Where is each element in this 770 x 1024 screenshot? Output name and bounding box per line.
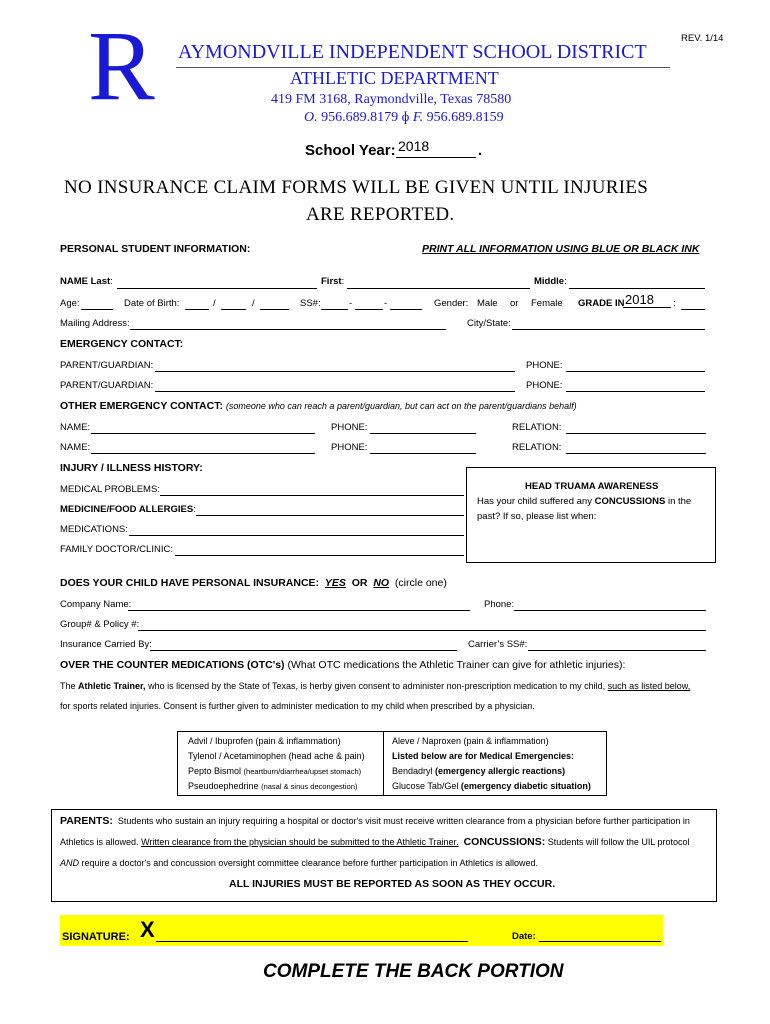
other-contact-1-name-line[interactable] [91, 433, 315, 434]
gender-or: or [510, 298, 519, 309]
dob-label: Date of Birth: [124, 298, 180, 309]
carrier-ss-line[interactable] [528, 650, 706, 651]
date-line[interactable] [539, 941, 661, 942]
parents-notice-line-3: AND require a doctor's and concussion oversight committee clearance before further participation in Athletics is allowed. [60, 858, 538, 868]
other-contact-1-relation-label: RELATION: [512, 422, 562, 433]
personal-info-heading: PERSONAL STUDENT INFORMATION: [60, 243, 251, 255]
other-contact-2-relation-line[interactable] [566, 453, 706, 454]
insurance-yes-option[interactable]: YES [324, 577, 346, 589]
insurance-phone-line[interactable] [514, 610, 706, 611]
signature-x-mark: X [140, 917, 155, 942]
grade-in-label: GRADE IN [578, 298, 625, 309]
grade-colon: : [673, 298, 676, 309]
district-address: 419 FM 3168, Raymondville, Texas 78580 [271, 92, 512, 107]
dob-slash-1: / [213, 298, 216, 309]
other-contact-1-relation-line[interactable] [566, 433, 706, 434]
dob-year-line[interactable] [260, 309, 289, 310]
allergies-label: MEDICINE/FOOD ALLERGIES: [60, 504, 196, 515]
other-emergency-heading: OTHER EMERGENCY CONTACT: (someone who can reach a parent/guardian, but can act on the parent/guardians behalf) [60, 400, 577, 412]
grade-value-line[interactable] [681, 309, 705, 310]
first-name-label: First: [321, 276, 345, 287]
company-name-label: Company Name: [60, 599, 132, 610]
family-doctor-label: FAMILY DOCTOR/CLINIC: [60, 544, 173, 555]
group-policy-line[interactable] [138, 630, 706, 631]
family-doctor-line[interactable] [175, 555, 464, 556]
other-contact-2-phone-line[interactable] [370, 453, 476, 454]
district-name: AYMONDVILLE INDEPENDENT SCHOOL DISTRICT [178, 41, 647, 63]
city-state-line[interactable] [512, 329, 705, 330]
ink-note: PRINT ALL INFORMATION USING BLUE OR BLACK INK [422, 243, 700, 255]
school-year-label: School Year: [305, 142, 396, 159]
report-injuries-warning: ALL INJURIES MUST BE REPORTED AS SOON AS THEY OCCUR. [229, 878, 556, 890]
ss-part-1-line[interactable] [321, 309, 348, 310]
head-trauma-title: HEAD TRUAMA AWARENESS [525, 481, 659, 492]
signature-label: SIGNATURE: [62, 931, 130, 943]
parent-phone-1-line[interactable] [566, 371, 705, 372]
carrier-ss-label: Carrier’s SS#: [468, 639, 528, 650]
date-label: Date: [512, 931, 536, 942]
other-contact-2-relation-label: RELATION: [512, 442, 562, 453]
carried-by-label: Insurance Carried By: [60, 639, 152, 650]
school-year-value[interactable]: 2018 [398, 138, 430, 154]
otc-left-column [188, 734, 365, 794]
emergency-contact-heading: EMERGENCY CONTACT: [60, 338, 184, 350]
dob-month-line[interactable] [185, 309, 209, 310]
insurance-no-option[interactable]: NO [373, 577, 390, 589]
other-contact-2-name-line[interactable] [91, 453, 315, 454]
dob-slash-2: / [252, 298, 255, 309]
carried-by-line[interactable] [150, 650, 457, 651]
insurance-question: DOES YOUR CHILD HAVE PERSONAL INSURANCE: YES OR NO (circle one) [60, 577, 447, 589]
age-line[interactable] [81, 309, 113, 310]
dob-day-line[interactable] [221, 309, 246, 310]
group-policy-label: Group# & Policy #: [60, 619, 140, 630]
age-label: Age: [60, 298, 80, 309]
parent-guardian-1-label: PARENT/GUARDIAN: [60, 360, 154, 371]
ss-dash-1: - [349, 298, 353, 309]
company-name-line[interactable] [128, 610, 470, 611]
school-year-period: . [478, 142, 483, 159]
otc-left-item: Tylenol / Acetaminophen (head ache & pain) [188, 751, 365, 761]
ss-dash-2: - [384, 298, 388, 309]
grade-year-value[interactable]: 2018 [625, 292, 654, 307]
signature-line[interactable] [156, 941, 468, 942]
otc-left-item: Pepto Bismol (heartburn/diarrhea/upset stomach) [188, 766, 362, 776]
parent-guardian-2-line[interactable] [155, 391, 515, 392]
parent-guardian-1-line[interactable] [155, 371, 515, 372]
department-name: ATHLETIC DEPARTMENT [290, 68, 499, 88]
school-year-line [396, 157, 476, 158]
parent-guardian-2-label: PARENT/GUARDIAN: [60, 380, 154, 391]
parents-notice-line-1: PARENTS: Students who sustain an injury requiring a hospital or doctor's visit must receive written clearance from a physician before further participation in [60, 815, 690, 827]
otc-consent-line-2: for sports related injuries. Consent is further given to administer medication to my child when prescribed by a physician. [60, 701, 535, 711]
gender-female-option[interactable]: Female [531, 298, 563, 309]
ss-label: SS#: [300, 298, 321, 309]
head-trauma-question: Has your child suffered any CONCUSSIONS in the [477, 496, 692, 507]
ss-part-3-line[interactable] [390, 309, 422, 310]
complete-back-portion: COMPLETE THE BACK PORTION [263, 961, 564, 982]
grade-year-line [623, 307, 671, 308]
other-contact-2-name-label: NAME: [60, 442, 91, 453]
notice-line-1: NO INSURANCE CLAIM FORMS WILL BE GIVEN UNTIL INJURIES [64, 177, 649, 198]
parent-phone-1-label: PHONE: [526, 360, 563, 371]
notice-line-2: ARE REPORTED. [306, 204, 455, 225]
district-initial: R [88, 10, 155, 121]
district-phones: O. 956.689.8179 ɸ F. 956.689.8159 [304, 110, 504, 125]
otc-consent-line-1: The Athletic Trainer, who is licensed by the State of Texas, is herby given consent to administer non-prescription medication to my child, such as listed below, [60, 681, 691, 691]
otc-right-item: Bendadryl (emergency allergic reactions) [392, 766, 566, 776]
parents-notice-line-2: Athletics is allowed. Written clearance from the physician should be submitted to the Athletic Trainer. CONCUSSIONS: Students will follow the UIL protocol [60, 836, 690, 848]
name-last-line[interactable] [117, 288, 317, 289]
first-name-line[interactable] [347, 288, 530, 289]
city-state-label: City/State: [467, 318, 511, 329]
other-contact-1-phone-label: PHONE: [331, 422, 368, 433]
middle-name-label: Middle: [534, 276, 567, 287]
otc-table-divider [383, 732, 384, 795]
otc-left-item: Advil / Ibuprofen (pain & inflammation) [188, 736, 341, 746]
parent-phone-2-label: PHONE: [526, 380, 563, 391]
medical-problems-line[interactable] [160, 495, 464, 496]
name-last-label: NAME Last: [60, 276, 113, 287]
parent-phone-2-line[interactable] [566, 391, 705, 392]
insurance-phone-label: Phone: [484, 599, 515, 610]
mailing-address-label: Mailing Address: [60, 318, 130, 329]
otc-left-item: Pseudoephedrine (nasal & sinus decongestion) [188, 781, 358, 791]
other-contact-1-phone-line[interactable] [370, 433, 476, 434]
otc-right-item: Listed below are for Medical Emergencies: [392, 751, 575, 761]
gender-label: Gender: [434, 298, 469, 309]
allergies-line[interactable] [196, 515, 464, 516]
other-contact-1-name-label: NAME: [60, 422, 91, 433]
mailing-address-line[interactable] [130, 329, 446, 330]
ss-part-2-line[interactable] [355, 309, 383, 310]
head-trauma-question-2: past? If so, please list when: [477, 511, 597, 522]
otc-heading: OVER THE COUNTER MEDICATIONS (OTC's) (What OTC medications the Athletic Trainer can give for athletic injuries): [60, 659, 626, 671]
injury-history-heading: INJURY / ILLNESS HISTORY: [60, 462, 203, 474]
otc-right-item: Aleve / Naproxen (pain & inflammation) [392, 736, 549, 746]
otc-right-column [392, 734, 591, 794]
medications-line[interactable] [129, 535, 464, 536]
revision-label: REV. 1/14 [681, 33, 724, 44]
medical-problems-label: MEDICAL PROBLEMS: [60, 484, 160, 495]
other-contact-2-phone-label: PHONE: [331, 442, 368, 453]
otc-right-item: Glucose Tab/Gel (emergency diabetic situation) [392, 781, 591, 791]
middle-name-line[interactable] [569, 288, 705, 289]
gender-male-option[interactable]: Male [477, 298, 498, 309]
medications-label: MEDICATIONS: [60, 524, 128, 535]
